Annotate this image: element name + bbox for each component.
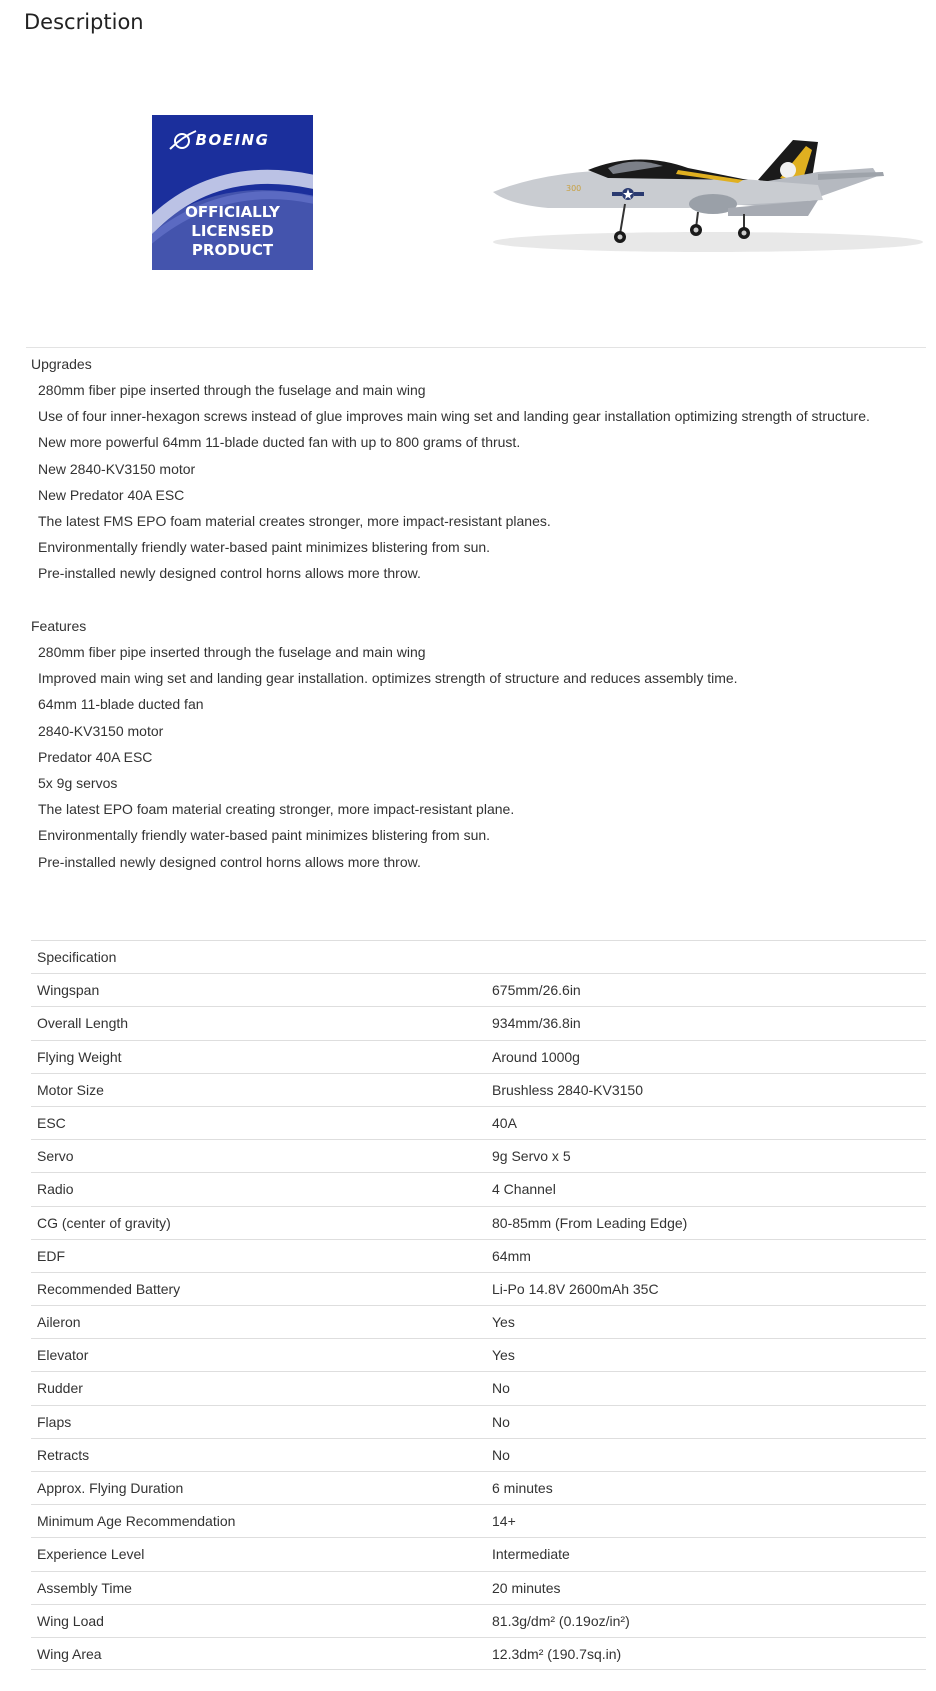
specification-table	[31, 940, 926, 1670]
spec-row	[31, 1106, 926, 1139]
spec-value: 81.3g/dm² (0.19oz/in²)	[492, 1612, 630, 1629]
features-list-item: 280mm fiber pipe inserted through the fuselage and main wing	[38, 644, 426, 660]
spec-value: No	[492, 1413, 510, 1430]
spec-heading: Specification	[37, 949, 117, 965]
spec-row	[31, 1073, 926, 1106]
spec-value: 934mm/36.8in	[492, 1015, 581, 1032]
spec-row	[31, 1006, 926, 1039]
spec-value: Li-Po 14.8V 2600mAh 35C	[492, 1280, 659, 1297]
upgrades-list-item: New 2840-KV3150 motor	[38, 460, 196, 477]
nose-number: 300	[566, 184, 582, 193]
upgrades-list-item: New Predator 40A ESC	[38, 486, 185, 503]
features-list-item: 2840-KV3150 motor	[38, 722, 164, 739]
spec-label: Wingspan	[37, 982, 100, 999]
spec-value: 14+	[492, 1513, 516, 1530]
spec-value: 4 Channel	[492, 1181, 556, 1198]
spec-label: Motor Size	[37, 1081, 104, 1098]
spec-label: Wing Load	[37, 1612, 104, 1629]
spec-label: Experience Level	[37, 1546, 145, 1563]
spec-row	[31, 1371, 926, 1404]
boeing-logo-text: BOEING	[195, 131, 270, 149]
spec-label: Assembly Time	[37, 1579, 132, 1596]
spec-value: Intermediate	[492, 1546, 570, 1563]
spec-row	[31, 1471, 926, 1504]
features-list-item: Predator 40A ESC	[38, 748, 153, 765]
upgrades-list-item: The latest FMS EPO foam material creates stronger, more impact-resistant planes.	[38, 512, 551, 529]
features-section	[31, 613, 738, 875]
spec-row	[31, 1338, 926, 1371]
spec-row	[31, 1305, 926, 1338]
spec-label: ESC	[37, 1114, 66, 1131]
spec-label: Approx. Flying Duration	[37, 1480, 184, 1496]
spec-label: Flaps	[37, 1413, 72, 1430]
features-list-item: Pre-installed newly designed control horns allows more throw.	[38, 853, 421, 870]
badge-line: OFFICIALLY	[185, 203, 280, 221]
spec-value: 40A	[492, 1114, 517, 1131]
spec-value: 9g Servo x 5	[492, 1148, 571, 1165]
spec-label: Recommended Battery	[37, 1280, 181, 1297]
features-list-item: Improved main wing set and landing gear installation. optimizes strength of structure and reduces assembly time.	[38, 670, 738, 687]
spec-value: 675mm/26.6in	[492, 982, 581, 999]
spec-row	[31, 1537, 926, 1570]
spec-row	[31, 1438, 926, 1471]
spec-value: No	[492, 1446, 510, 1463]
spec-row	[31, 1172, 926, 1205]
boeing-licensed-badge	[152, 115, 313, 270]
spec-label: Aileron	[37, 1314, 81, 1331]
spec-label: CG (center of gravity)	[37, 1214, 171, 1231]
spec-value: 20 minutes	[492, 1579, 561, 1596]
spec-label: Wing Area	[37, 1645, 102, 1662]
spec-value: No	[492, 1380, 510, 1397]
spec-value: 12.3dm² (190.7sq.in)	[492, 1645, 622, 1662]
upgrades-list-item: New more powerful 64mm 11-blade ducted fan with up to 800 grams of thrust.	[38, 434, 521, 451]
spec-row	[31, 1405, 926, 1438]
spec-row	[31, 1239, 926, 1272]
spec-row	[31, 1604, 926, 1637]
spec-row	[31, 973, 926, 1006]
spec-label: Overall Length	[37, 1015, 129, 1032]
spec-label: Minimum Age Recommendation	[37, 1513, 236, 1530]
spec-label: Rudder	[37, 1380, 83, 1397]
spec-row	[31, 1139, 926, 1172]
spec-value: 6 minutes	[492, 1480, 553, 1496]
spec-value: Yes	[492, 1347, 515, 1364]
spec-row	[31, 1206, 926, 1239]
spec-label: Radio	[37, 1181, 74, 1198]
features-list-item: 64mm 11-blade ducted fan	[38, 696, 204, 713]
spec-value: 64mm	[492, 1247, 531, 1264]
spec-value: Yes	[492, 1314, 515, 1331]
spec-label: Elevator	[37, 1347, 89, 1364]
features-list-item: The latest EPO foam material creating stronger, more impact-resistant plane.	[38, 801, 515, 818]
spec-value: 80-85mm (From Leading Edge)	[492, 1214, 688, 1231]
spec-row	[31, 1504, 926, 1537]
upgrades-list-item: Environmentally friendly water-based paint minimizes blistering from sun.	[38, 539, 491, 556]
spec-label: Servo	[37, 1148, 74, 1165]
upgrades-list-item: Pre-installed newly designed control horns allows more throw.	[38, 565, 421, 582]
spec-row	[31, 1040, 926, 1073]
features-list	[31, 639, 738, 875]
badge-line: LICENSED	[191, 222, 274, 240]
upgrades-section	[31, 351, 870, 587]
features-heading: Features	[31, 618, 87, 634]
upgrades-list	[31, 377, 870, 587]
spec-value: Around 1000g	[492, 1048, 580, 1065]
fa18-jet-image	[488, 130, 928, 260]
features-list-item: 5x 9g servos	[38, 774, 118, 791]
page-title: Description	[24, 10, 144, 34]
spec-label: Flying Weight	[37, 1048, 122, 1065]
spec-value: Brushless 2840-KV3150	[492, 1081, 643, 1098]
spec-label: EDF	[37, 1247, 65, 1264]
spec-row	[31, 1571, 926, 1604]
spec-label: Retracts	[37, 1446, 90, 1463]
upgrades-list-item: 280mm fiber pipe inserted through the fuselage and main wing	[38, 382, 426, 398]
upgrades-list-item: Use of four inner-hexagon screws instead of glue improves main wing set and landing gear installation optimizing strength of structure.	[38, 408, 870, 425]
badge-line: PRODUCT	[191, 241, 274, 259]
spec-row	[31, 1637, 926, 1670]
features-list-item: Environmentally friendly water-based paint minimizes blistering from sun.	[38, 827, 491, 844]
spec-header-row	[31, 940, 926, 973]
section-divider	[26, 347, 926, 348]
badge-caption	[152, 203, 313, 260]
upgrades-heading: Upgrades	[31, 356, 92, 372]
spec-row	[31, 1272, 926, 1305]
